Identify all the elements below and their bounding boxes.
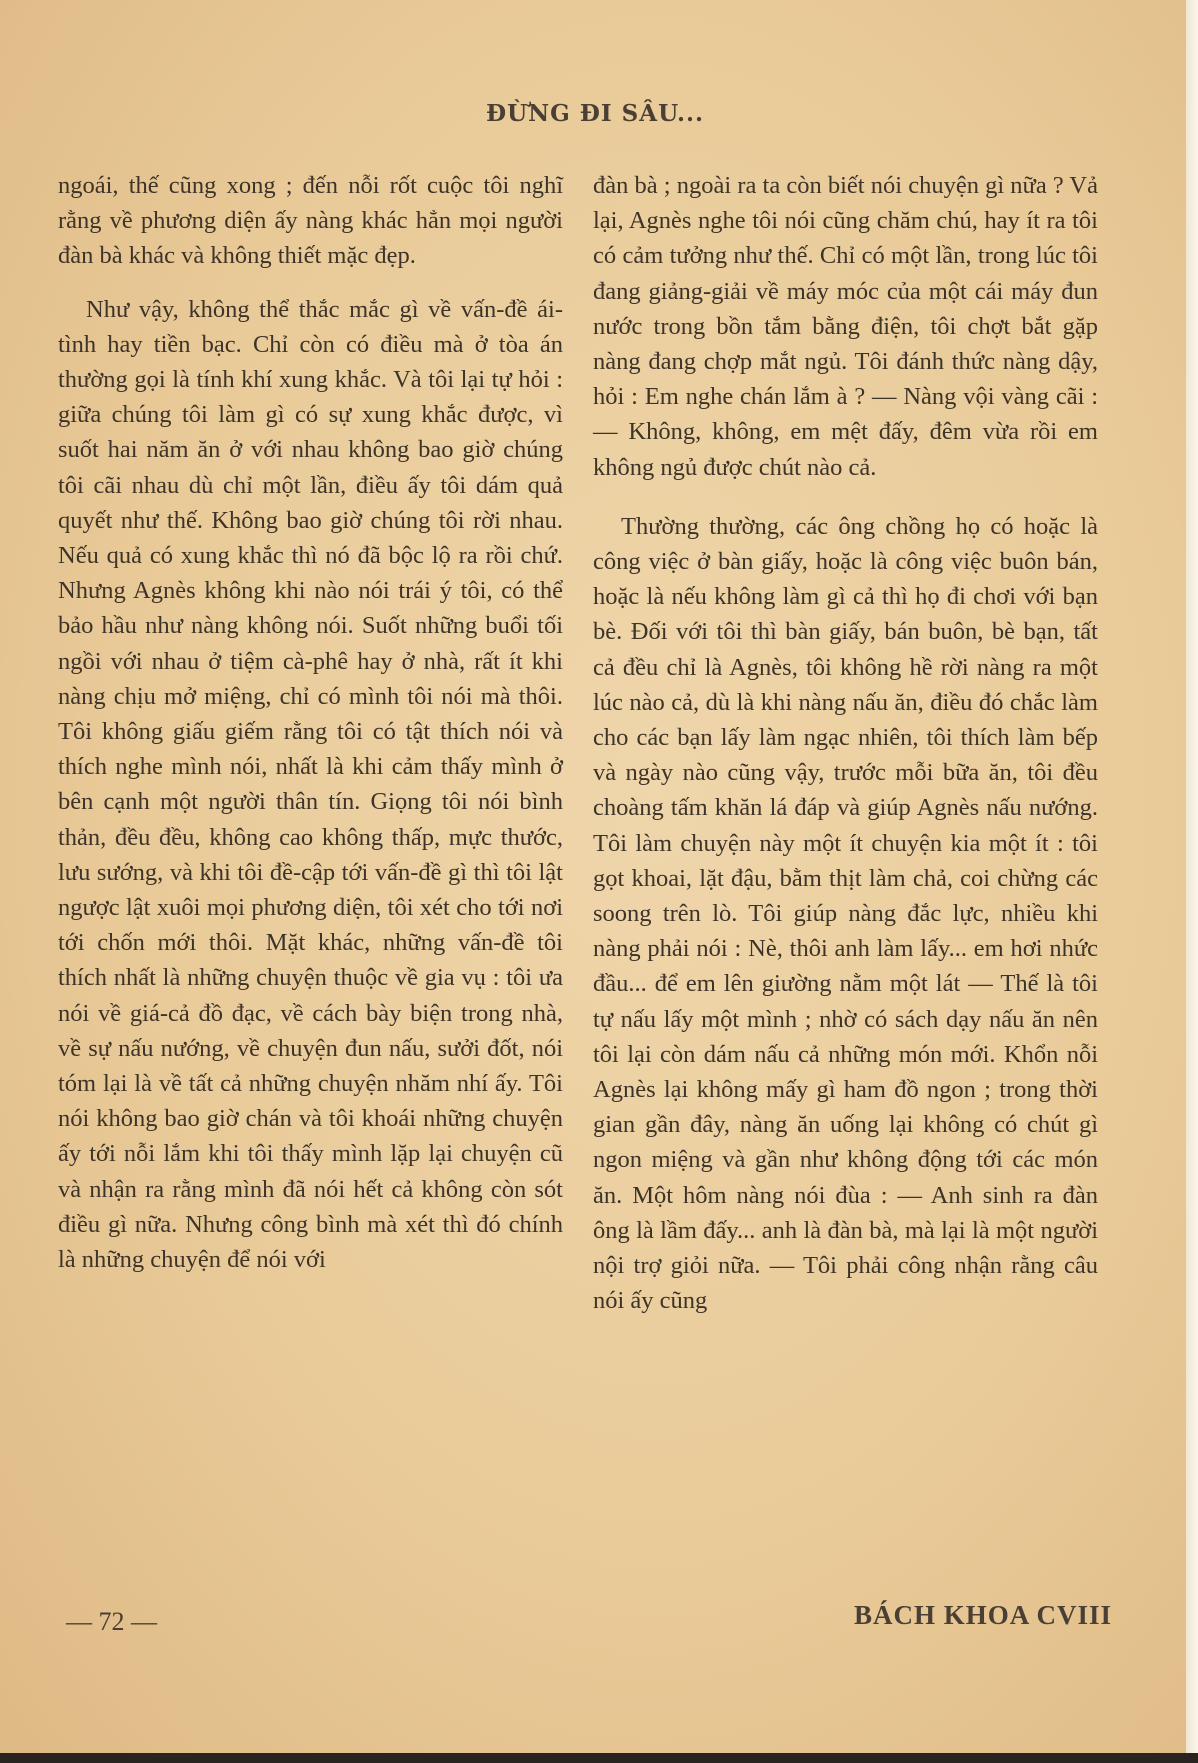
page-number: — 72 — (66, 1607, 157, 1636)
running-head: ĐỪNG ĐI SÂU... (485, 100, 705, 127)
right-paragraph-2: Thường thường, các ông chồng họ có hoặc là công việc ở bàn giấy, hoặc là công việc buôn bán, hoặc là nếu không làm gì cả thì họ đi chơi với bạn bè. Đối với tôi thì bàn giấy, bán buôn, bè bạn, tất cả đều chỉ là Agnès, tôi không hề rời nàng ra một lúc nào cả, dù là khi nàng nấu ăn, điều đó chắc làm cho các bạn lấy làm ngạc nhiên, tôi thích làm bếp và ngày nào cũng vậy, trước mỗi bữa ăn, tôi đều choàng tấm khăn lá đáp và giúp Agnès nấu nướng. Tôi làm chuyện này một ít chuyện kia một ít : tôi gọt khoai, lặt đậu, bằm thịt làm chả, coi chừng các soong trên lò. Tôi giúp nàng đắc lực, nhiều khi nàng phải nói : Nè, thôi anh làm lấy... em hơi nhức đầu... để em lên giường nằm một lát — Thế là tôi tự nấu lấy một mình ; nhờ có sách dạy nấu ăn nên tôi lại còn dám nấu cả những món mới. Khổn nỗi Agnès lại không mấy gì ham đồ ngon ; trong thời gian gần đây, nàng ăn uống lại không có chút gì ngon miệng và gần như không động tới các món ăn. Một hôm nàng nói đùa : — Anh sinh ra đàn ông là lầm đấy... anh là đàn bà, mà lại là một người nội trợ giỏi nữa. — Tôi phải công nhận rằng câu nói ấy cũng (593, 512, 1098, 1315)
scan-border (0, 1753, 1198, 1763)
left-paragraph-2: Như vậy, không thể thắc mắc gì về vấn-đề ái-tình hay tiền bạc. Chỉ còn có điều mà ở tòa án thường gọi là tính khí xung khắc. Và tôi lại tự hỏi : giữa chúng tôi làm gì có sự xung khắc được, vì suốt hai năm ăn ở với nhau không bao giờ chúng tôi cãi nhau dù chỉ một lần, điều ấy tôi dám quả quyết như thế. Không bao giờ chúng tôi rời nhau. Nếu quả có xung khắc thì nó đã bộc lộ ra rồi chứ. Nhưng Agnès không khi nào nói trái ý tôi, có thể bảo hầu như nàng không nói. Suốt những buổi tối ngồi với nhau ở tiệm cà-phê hay ở nhà, rất ít khi nàng chịu mở miệng, chỉ có mình tôi nói mà thôi. Tôi không giấu giếm rằng tôi có tật thích nói và thích nghe mình nói, nhất là khi cảm thấy mình ở bên cạnh một người thân tín. Giọng tôi nói bình thản, đều đều, không cao không thấp, mực thước, lưu sướng, và khi tôi đề-cập tới vấn-đề gì thì tôi lật ngược lật xuôi mọi phương diện, tôi xét cho tới nơi tới chốn mới thôi. Mặt khác, những vấn-đề tôi thích nhất là những chuyện thuộc về gia vụ : tôi ưa nói về giá-cả đồ đạc, về cách bày biện trong nhà, về sự nấu nướng, về chuyện đun nấu, sưởi đốt, nói tóm lại là về tất cả những chuyện nhăm nhí ấy. Tôi nói không bao giờ chán và tôi khoái những chuyện ấy tới nỗi lắm khi tôi thấy mình lặp lại chuyện cũ và nhận ra rằng mình đã nói hết cả không còn sót điều gì nữa. Nhưng công bình mà xét thì đó chính là những chuyện để nói với (58, 295, 563, 1274)
left-paragraph-1: ngoái, thế cũng xong ; đến nỗi rốt cuộc tôi nghĩ rằng về phương diện ấy nàng khác hẳn mọi người đàn bà khác và không thiết mặc đẹp. (58, 172, 563, 270)
right-paragraph-1: đàn bà ; ngoài ra ta còn biết nói chuyện gì nữa ? Vả lại, Agnès nghe tôi nói cũng chăm chú, hay ít ra tôi có cảm tưởng như thế. Chỉ có một lần, trong lúc tôi đang giảng-giải về máy móc của một cái máy đun nước trong bồn tắm bằng điện, tôi chợt bắt gặp nàng đang chợp mắt ngủ. Tôi đánh thức nàng dậy, hỏi : Em nghe chán lắm à ? — Nàng vội vàng cãi : — Không, không, em mệt đấy, đêm vừa rồi em không ngủ được chút nào cả. (593, 172, 1098, 481)
page-edge (1186, 0, 1198, 1763)
left-column (58, 168, 563, 1277)
journal-name: BÁCH KHOA CVIII (853, 1600, 1112, 1630)
right-column (593, 168, 1098, 1319)
